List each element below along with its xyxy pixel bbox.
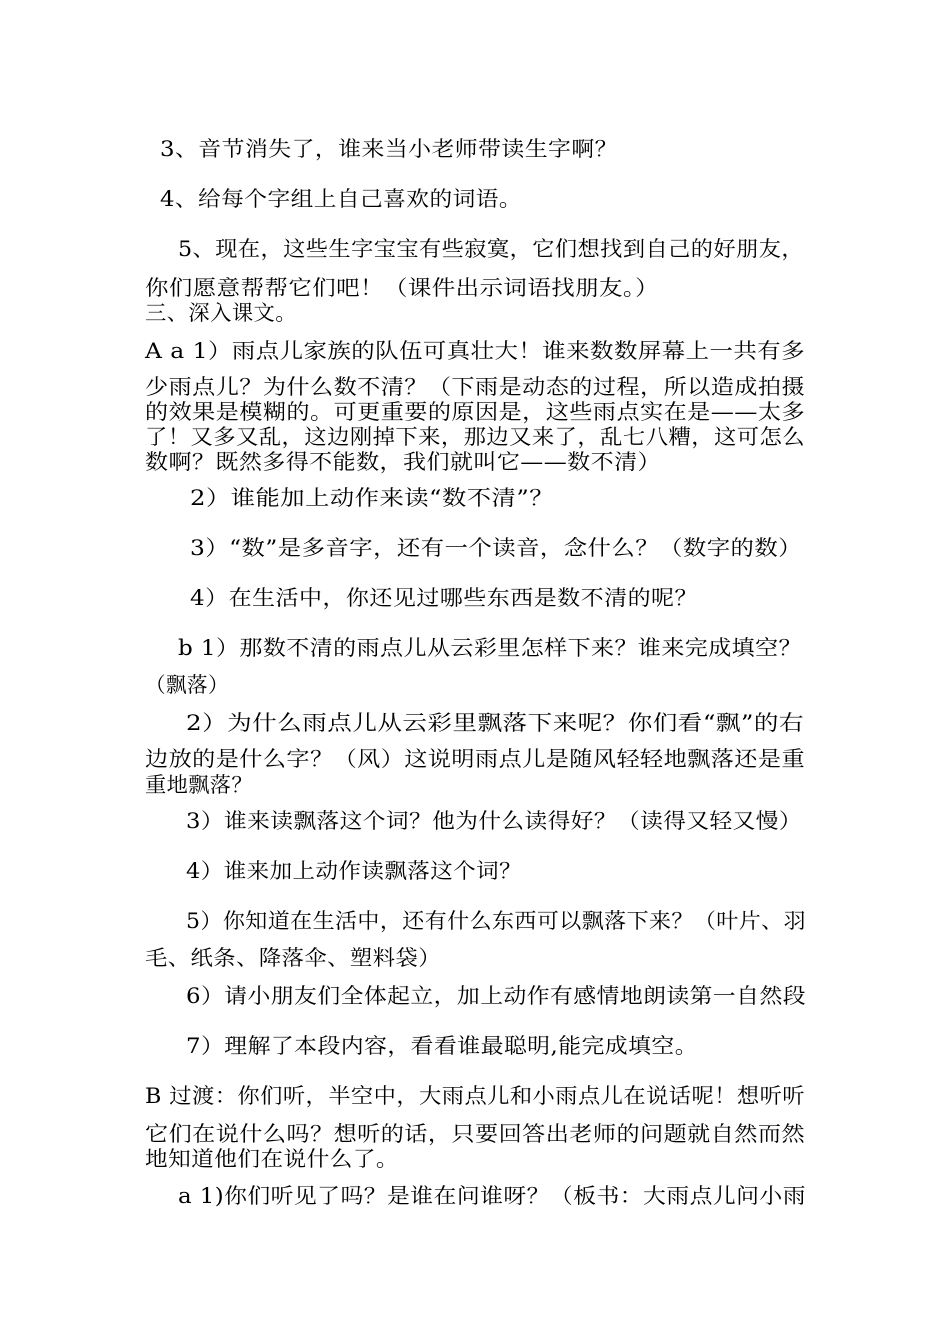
text-line: 了！又多又乱，这边刚掉下来，那边又来了，乱七八糟，这可怎么 bbox=[145, 425, 806, 449]
text-line: 2）谁能加上动作来读“数不清”？ bbox=[190, 486, 555, 510]
text-line: A a 1）雨点儿家族的队伍可真壮大！谁来数数屏幕上一共有多 bbox=[145, 339, 806, 363]
text-line: 少雨点儿？为什么数不清？（下雨是动态的过程，所以造成拍摄 bbox=[145, 375, 806, 399]
text-line: 4）谁来加上动作读飘落这个词？ bbox=[186, 859, 523, 883]
text-line: 5、现在，这些生字宝宝有些寂寞，它们想找到自己的好朋友， bbox=[178, 237, 804, 261]
text-line: 地知道他们在说什么了。 bbox=[145, 1147, 400, 1171]
text-line: 它们在说什么吗？想听的话，只要回答出老师的问题就自然而然 bbox=[145, 1122, 806, 1146]
text-line: 4）在生活中，你还见过哪些东西是数不清的呢？ bbox=[190, 586, 699, 610]
text-line: 3）“数”是多音字，还有一个读音，念什么？（数字的数） bbox=[190, 536, 803, 560]
text-line: 你们愿意帮帮它们吧！（课件出示词语找朋友。） bbox=[145, 276, 659, 300]
text-line: 7）理解了本段内容，看看谁最聪明,能完成填空。 bbox=[186, 1034, 698, 1058]
text-line: 5）你知道在生活中，还有什么东西可以飘落下来？（叶片、羽 bbox=[186, 909, 807, 933]
text-line: 3、音节消失了，谁来当小老师带读生字啊？ bbox=[160, 137, 618, 161]
text-line: 4、给每个字组上自己喜欢的词语。 bbox=[160, 187, 523, 211]
section-heading: 三、深入课文。 bbox=[145, 301, 297, 325]
text-line: 数啊？既然多得不能数，我们就叫它——数不清） bbox=[145, 450, 662, 474]
text-line: 重地飘落？ bbox=[145, 773, 253, 797]
text-line: 毛、纸条、降落伞、塑料袋） bbox=[145, 946, 442, 970]
text-line: 的效果是模糊的。可更重要的原因是，这些雨点实在是——太多 bbox=[145, 400, 806, 424]
text-line: a 1)你们听见了吗？是谁在问谁呀？（板书：大雨点儿问小雨 bbox=[178, 1184, 806, 1208]
text-line: 边放的是什么字？（风）这说明雨点儿是随风轻轻地飘落还是重 bbox=[145, 747, 806, 771]
text-line: （飘落） bbox=[145, 673, 229, 697]
text-line: 6）请小朋友们全体起立，加上动作有感情地朗读第一自然段 bbox=[186, 984, 807, 1008]
text-line: B 过渡：你们听，半空中，大雨点儿和小雨点儿在说话呢！想听听 bbox=[145, 1084, 805, 1108]
text-line: 3）谁来读飘落这个词？他为什么读得好？（读得又轻又慢） bbox=[186, 809, 803, 833]
text-line: 2）为什么雨点儿从云彩里飘落下来呢？你们看“飘”的右 bbox=[186, 711, 804, 735]
text-line: b 1）那数不清的雨点儿从云彩里怎样下来？谁来完成填空？ bbox=[178, 636, 802, 660]
